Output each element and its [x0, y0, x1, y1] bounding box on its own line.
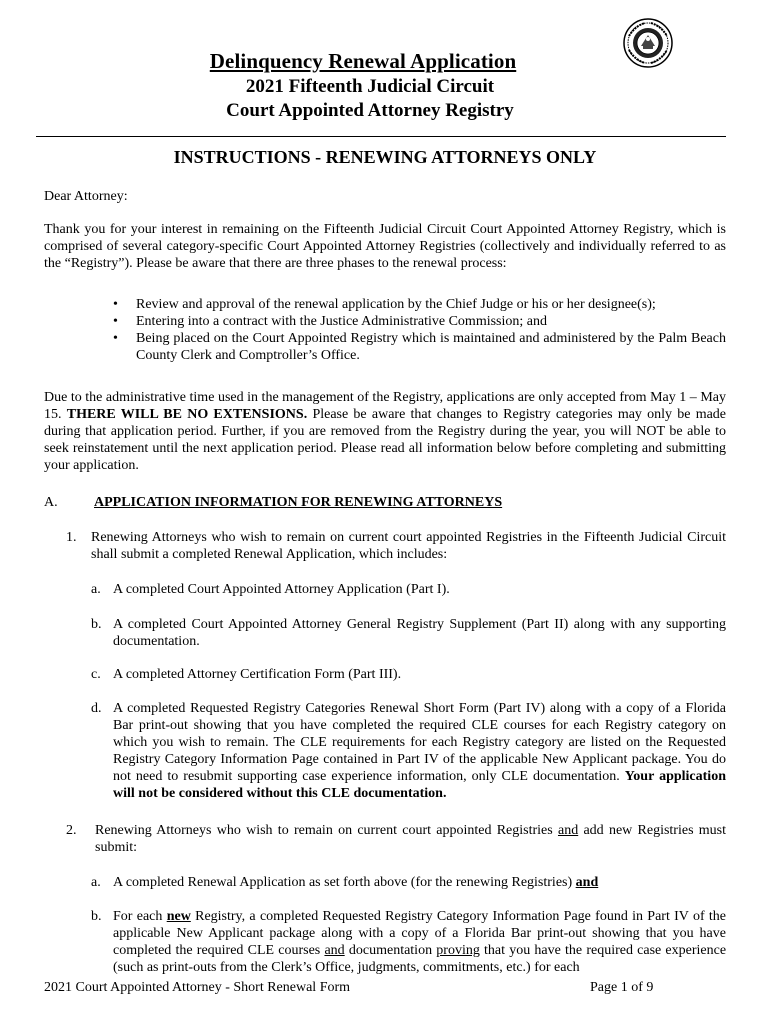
- item-1d: d. A completed Requested Registry Categories Renewal Short Form (Part IV) along with a copy of a Florida Bar print-out showing that you have completed the required CLE courses for each Registry category on which you wish to remain. The CLE requirements for each Registry category are listed on the Requested Registry Category Information Page contained in Part IV of the applicable New Applicant package. You do not need to resubmit supporting case experience information, only CLE documentation. Your application will not be considered without this CLE documentation.: [91, 701, 726, 801]
- cle-requirement-notice: Your application will not be considered without this CLE documentation.: [113, 769, 726, 801]
- item-2a: a. A completed Renewal Application as set forth above (for the renewing Registries) and: [91, 875, 599, 890]
- intro-paragraph: Thank you for your interest in remaining on the Fifteenth Judicial Circuit Court Appointed Attorney Registry, which is comprised of several category-specific Court Appointed Attorney Registries (collectively and individually referred to as the “Registry”). Please be aware that there are three phases to the renewal process:: [44, 222, 726, 271]
- item-1c: c. A completed Attorney Certification Form (Part III).: [91, 667, 402, 682]
- deadline-paragraph: Due to the administrative time used in the management of the Registry, applications are only accepted from May 1 – May 15. THERE WILL BE NO EXTENSIONS. Please be aware that changes to Registry categories may only be made during that application period. Further, if you are removed from the Registry during the year, you will NOT be able to seek reinstatement until the next application period. Please read all information below before completing and submitting your application.: [44, 390, 727, 473]
- bullet-icon: •: [113, 331, 118, 346]
- document-subtitle-registry: Court Appointed Attorney Registry: [226, 100, 514, 121]
- renewal-phases-list: [110, 296, 726, 364]
- no-extensions-notice: THERE WILL BE NO EXTENSIONS.: [66, 407, 308, 422]
- bullet-icon: •: [113, 297, 118, 312]
- list-item: • Being placed on the Court Appointed Registry which is maintained and administered by the Palm Beach County Clerk and Comptroller’s Office.: [113, 331, 726, 363]
- document-subtitle-circuit: 2021 Fifteenth Judicial Circuit: [245, 76, 495, 97]
- footer-page-number: Page 1 of 9: [590, 980, 654, 995]
- instructions-heading: INSTRUCTIONS - RENEWING ATTORNEYS ONLY: [173, 147, 597, 167]
- section-a-heading: A. APPLICATION INFORMATION FOR RENEWING ATTORNEYS: [44, 495, 503, 510]
- document-title: Delinquency Renewal Application: [209, 49, 517, 73]
- header-divider: [36, 136, 726, 137]
- item-2: 2. Renewing Attorneys who wish to remain on current court appointed Registries and add new Registries must submit:: [66, 823, 727, 855]
- item-1b: b. A completed Court Appointed Attorney General Registry Supplement (Part II) along with any supporting documentation.: [91, 617, 726, 649]
- list-item: • Entering into a contract with the Justice Administrative Commission; and: [113, 314, 547, 329]
- list-item: • Review and approval of the renewal application by the Chief Judge or his or her designee(s);: [113, 297, 656, 312]
- salutation: Dear Attorney:: [44, 189, 128, 204]
- item-1: 1. Renewing Attorneys who wish to remain on current court appointed Registries in the Fifteenth Judicial Circuit shall submit a completed Renewal Application, which includes:: [66, 530, 726, 562]
- item-2b: b. For each new Registry, a completed Requested Registry Category Information Page found in Part IV of the applicable New Applicant package along with a copy of a Florida Bar print-out showing that you have completed the required CLE courses and documentation proving that you have the required case experience (such as print-outs from the Clerk’s Office, judgments, commitments, etc.) for each: [91, 909, 727, 975]
- bullet-icon: •: [113, 314, 118, 329]
- item-1a: a. A completed Court Appointed Attorney Application (Part I).: [91, 582, 450, 597]
- footer-form-name: 2021 Court Appointed Attorney - Short Renewal Form: [44, 980, 351, 995]
